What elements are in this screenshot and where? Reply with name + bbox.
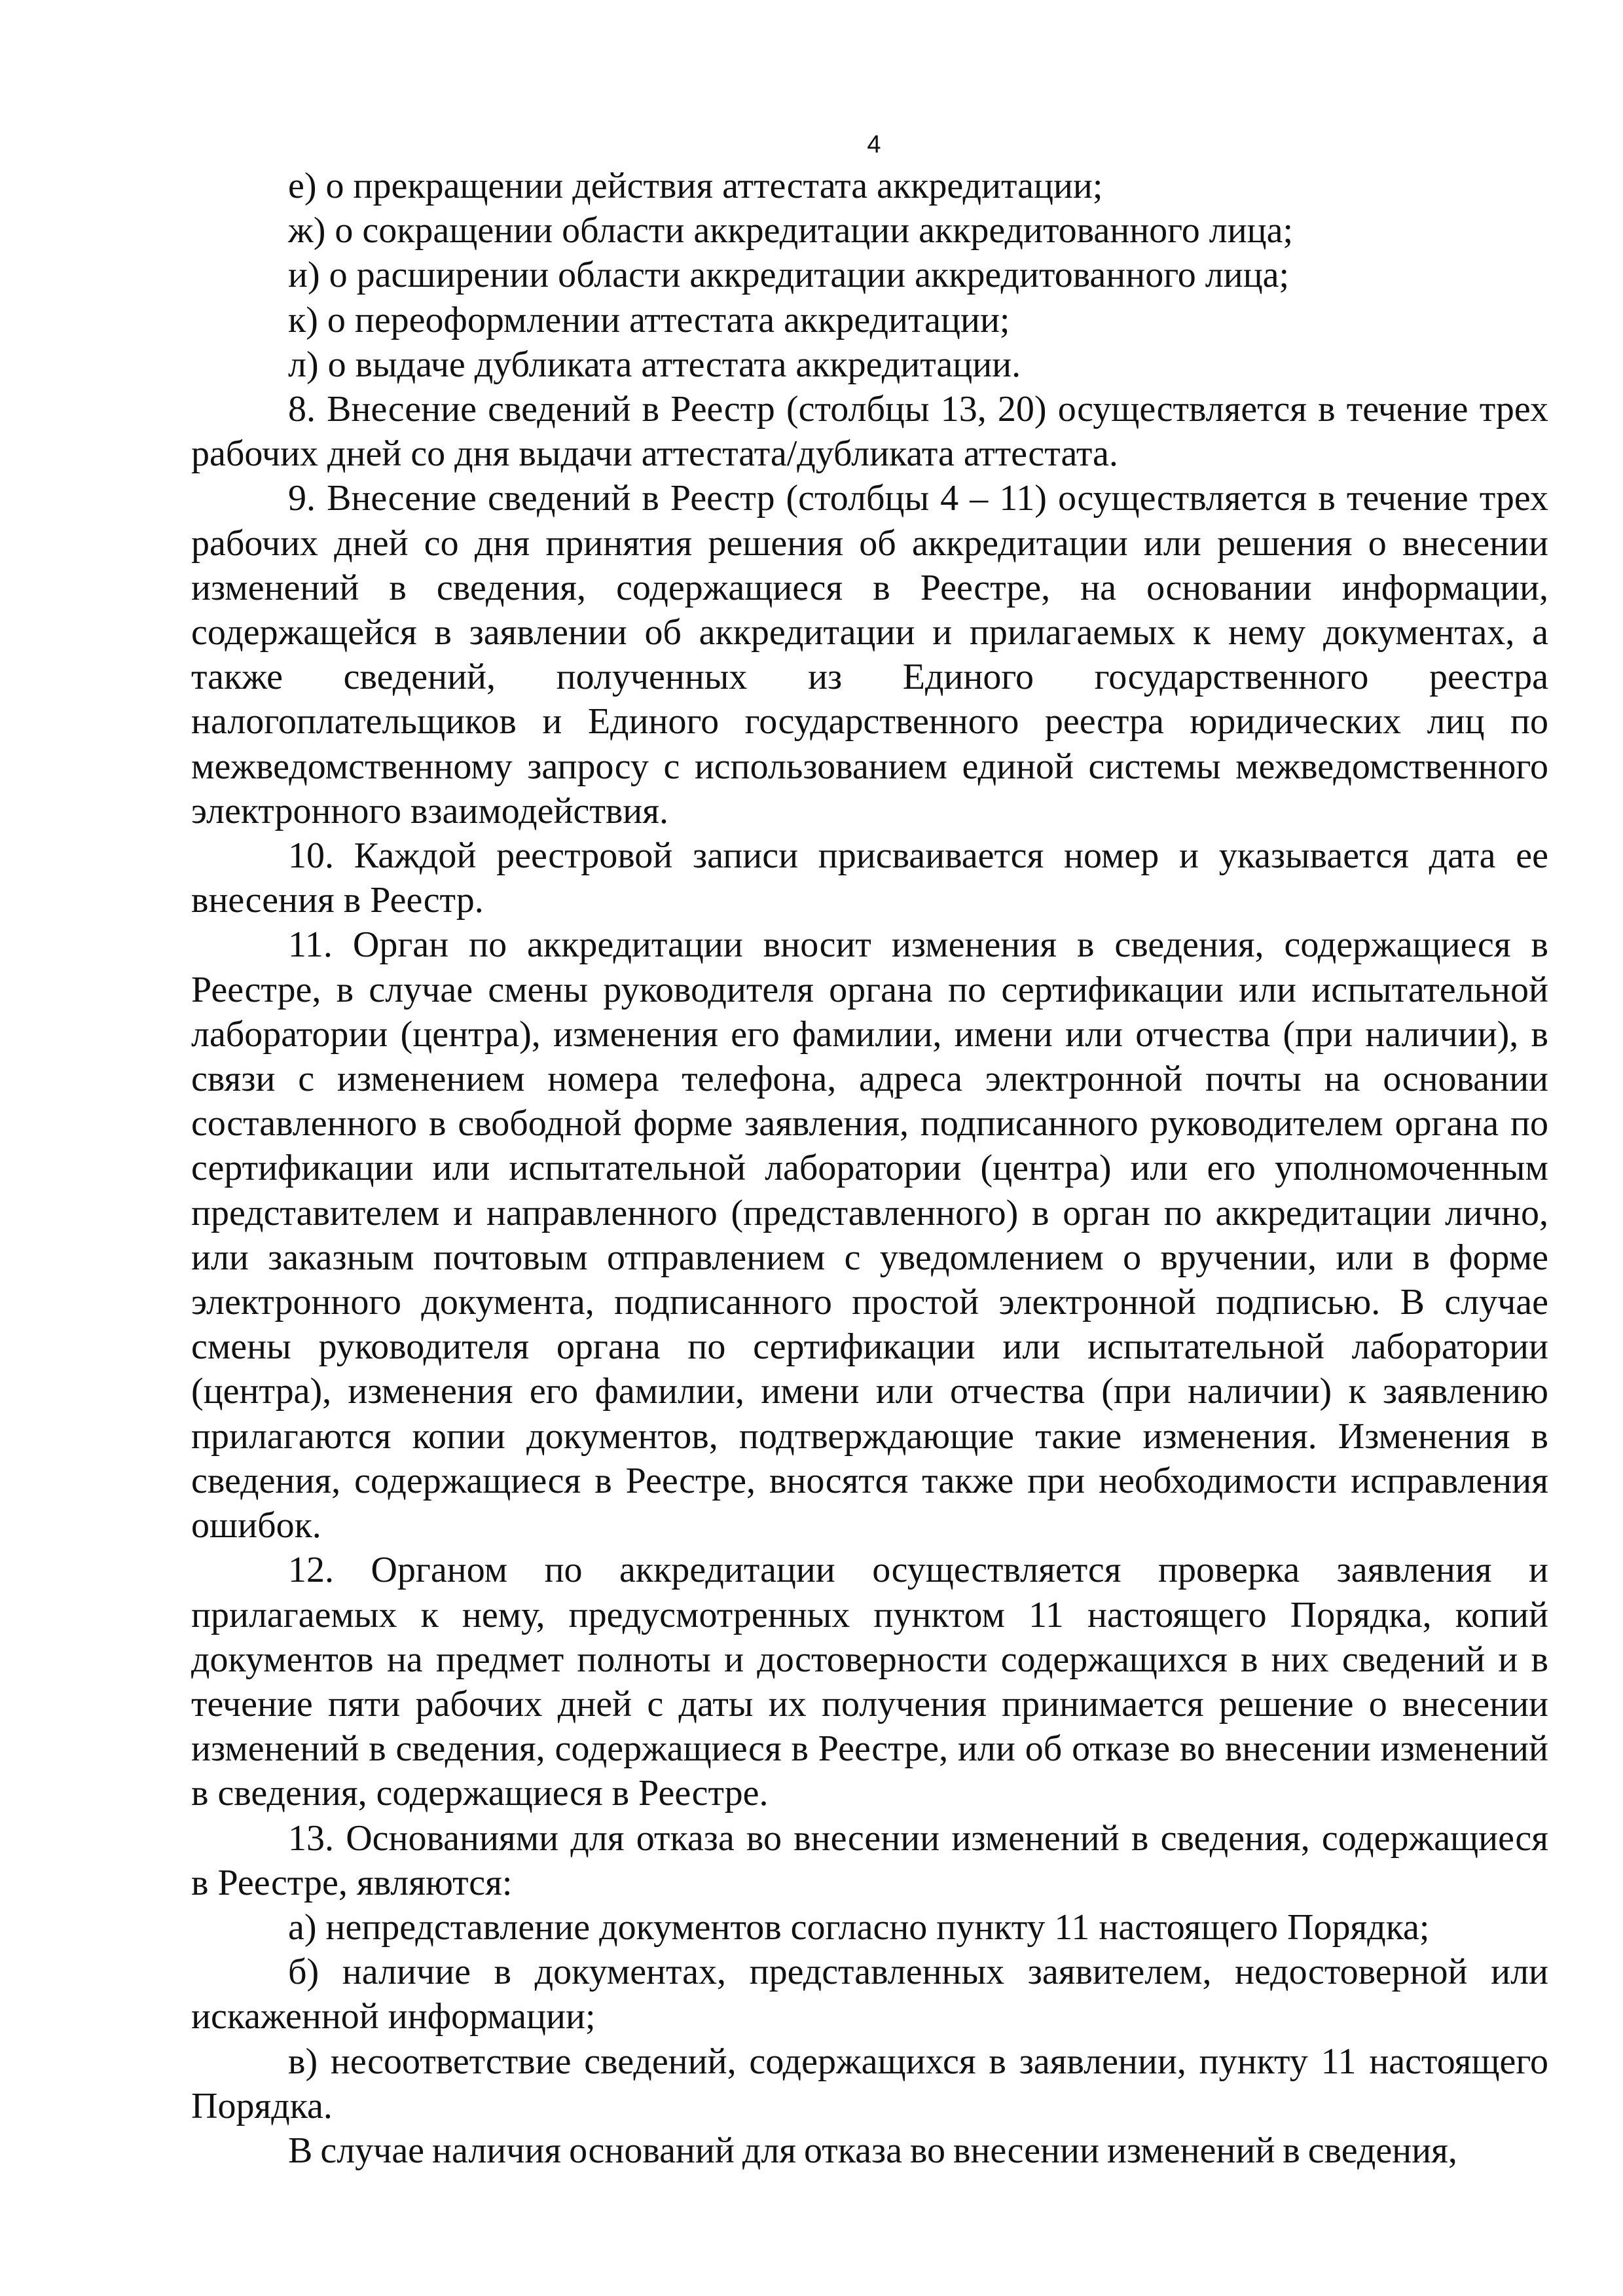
paragraph-8: 8. Внесение сведений в Реестр (столбцы 13, 20) осуществляется в течение трех рабочих дней со дня выдачи аттестата/дубликата аттестата. (191, 389, 1548, 475)
list-item-v: в) несоответствие сведений, содержащихся в заявлении, пункту 11 настоящего Порядка. (191, 2041, 1548, 2126)
list-item-k: к) о переоформлении аттестата аккредитации; (288, 299, 1010, 340)
paragraph-13: 13. Основаниями для отказа во внесении изменений в сведения, содержащиеся в Реестре, являются: (191, 1817, 1548, 1903)
paragraph-10: 10. Каждой реестровой записи присваивается номер и указывается дата ее внесения в Реестр. (191, 835, 1548, 921)
paragraph-11: 11. Орган по аккредитации вносит изменения в сведения, содержащиеся в Реестре, в случае смены руководителя органа по сертификации или испытательной лаборатории (центра), изменения его фамилии, имени или отчества (при наличии), в связи с изменением номера телефона, адреса электронной почты на основании составленного в свободной форме заявления, подписанного руководителем органа по сертификации или испытательной лаборатории (центра) или его уполномоченным представителем и направленного (представленного) в орган по аккредитации лично, или заказным почтовым отправлением с уведомлением о вручении, или в форме электронного документа, подписанного простой электронной подписью. В случае смены руководителя органа по сертификации или испытательной лаборатории (центра), изменения его фамилии, имени или отчества (при наличии) к заявлению прилагаются копии документов, подтверждающие такие изменения. Изменения в сведения, содержащиеся в Реестре, вносятся также при необходимости исправления ошибок. (191, 924, 1548, 1546)
list-item-l: л) о выдаче дубликата аттестата аккредитации. (288, 344, 1021, 385)
list-item-e: е) о прекращении действия аттестата аккредитации; (288, 166, 1103, 206)
page-number: 4 (867, 131, 881, 158)
paragraph-refusal-case: В случае наличия оснований для отказа во внесении изменений в сведения, (288, 2130, 1457, 2171)
paragraph-12: 12. Органом по аккредитации осуществляется проверка заявления и прилагаемых к нему, предусмотренных пунктом 11 настоящего Порядка, копий документов на предмет полноты и достоверности содержащихся в них сведений и в течение пяти рабочих дней с даты их получения принимается решение о внесении изменений в сведения, содержащиеся в Реестре, или об отказе во внесении изменений в сведения, содержащиеся в Реестре. (191, 1550, 1548, 1814)
document-body (191, 164, 1548, 2173)
list-item-zh: ж) о сокращении области аккредитации аккредитованного лица; (288, 210, 1294, 251)
list-item-i: и) о расширении области аккредитации аккредитованного лица; (288, 255, 1290, 296)
paragraph-9: 9. Внесение сведений в Реестр (столбцы 4 – 11) осуществляется в течение трех рабочих дней со дня принятия решения об аккредитации или решения о внесении изменений в сведения, содержащиеся в Реестре, на основании информации, содержащейся в заявлении об аккредитации и прилагаемых к нему документах, а также сведений, полученных из Единого государственного реестра налогоплательщиков и Единого государственного реестра юридических лиц по межведомственному запросу с использованием единой системы межведомственного электронного взаимодействия. (191, 478, 1548, 831)
list-item-a: а) непредставление документов согласно пункту 11 настоящего Порядка; (288, 1906, 1430, 1948)
list-item-b: б) наличие в документах, представленных заявителем, недостоверной или искаженной информации; (191, 1952, 1548, 2037)
